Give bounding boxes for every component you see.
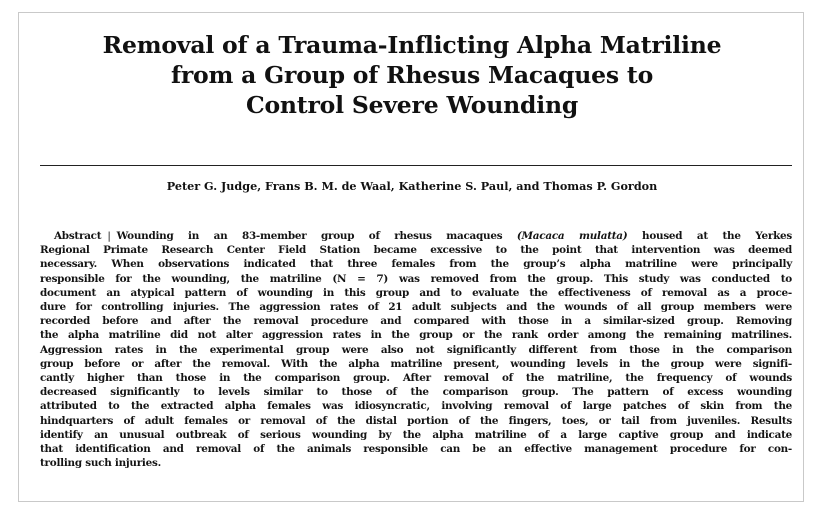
abstract-text: Wounding in an 83-member group of rhesus macaques [116, 230, 503, 242]
abstract-line: attributed to the extracted alpha females was idiosyncratic, involving removal of large patches of skin from the [40, 400, 792, 413]
abstract-line: group before or after the removal. With the alpha matriline present, wounding levels in the group were signifi- [40, 357, 792, 370]
abstract-line: hindquarters of adult females or removal of the distal portion of the fingers, toes, or tail from juveniles. Results [40, 414, 792, 427]
abstract-line: responsible for the wounding, the matriline (N = 7) was removed from the group. This study was conducted to [40, 272, 792, 285]
abstract-line: the alpha matriline did not alter aggression rates in the group or the rank order among the remaining matrilines. [40, 329, 792, 342]
abstract-line: recorded before and after the removal procedure and compared with those in a similar-sized group. Removing [40, 315, 792, 328]
title-divider-rule [40, 165, 792, 166]
article-title [24, 30, 800, 120]
abstract-line: identify an unusual outbreak of serious wounding by the alpha matriline of a large captive group and indicate [40, 428, 792, 441]
species-name: (Macaca mulatta) [516, 230, 628, 242]
abstract-line: dure for controlling injuries. The aggression rates of 21 adult subjects and the wounds of all group members were [40, 301, 792, 314]
abstract [40, 229, 792, 470]
abstract-line: decreased significantly to levels similar to those of the comparison group. The pattern of excess wounding [40, 386, 792, 399]
abstract-line: Regional Primate Research Center Field Station became excessive to the point that intervention was deemed [40, 244, 792, 257]
abstract-text: housed at the Yerkes [642, 230, 793, 242]
author-list: Peter G. Judge, Frans B. M. de Waal, Katherine S. Paul, and Thomas P. Gordon [166, 179, 658, 193]
abstract-line: that identification and removal of the animals responsible can be an effective management procedure for con- [40, 443, 792, 456]
abstract-line [40, 229, 792, 243]
abstract-line: document an atypical pattern of wounding in this group and to evaluate the effectiveness of removal as a proce- [40, 286, 792, 299]
abstract-line: cantly higher than those in the comparison group. After removal of the matriline, the frequency of wounds [40, 372, 792, 385]
abstract-line: trolling such injuries. [40, 457, 161, 470]
abstract-line: Aggression rates in the experimental group were also not significantly different from those in the comparison [40, 343, 792, 356]
title-line: from a Group of Rhesus Macaques to [170, 61, 654, 89]
abstract-separator: | [107, 230, 111, 242]
title-line: Removal of a Trauma-Inflicting Alpha Matriline [102, 31, 722, 59]
abstract-label: Abstract [54, 230, 102, 242]
abstract-line: necessary. When observations indicated that three females from the group’s alpha matriline were principally [40, 258, 792, 271]
title-line: Control Severe Wounding [245, 91, 579, 119]
